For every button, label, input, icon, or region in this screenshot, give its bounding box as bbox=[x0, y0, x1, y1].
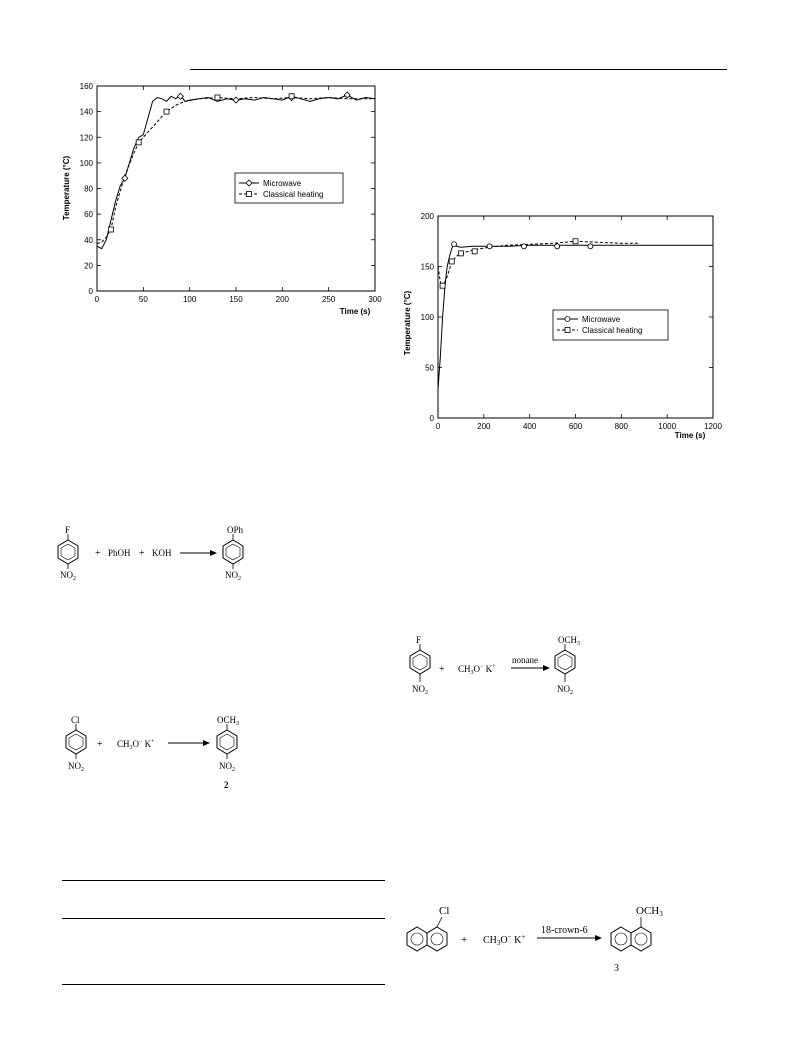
legend-label-microwave: Microwave bbox=[263, 179, 302, 188]
data-point bbox=[487, 244, 492, 249]
legend bbox=[235, 173, 343, 203]
y-axis-label: Temperature (°C) bbox=[403, 290, 412, 356]
reactant-ring bbox=[410, 644, 430, 682]
x-tick-label: 100 bbox=[182, 295, 197, 304]
reactant-ring bbox=[66, 724, 86, 759]
x-tick-label: 400 bbox=[522, 422, 537, 431]
arrow-label: nonane bbox=[512, 655, 538, 665]
y-tick-label: 20 bbox=[84, 261, 93, 271]
table-bottom-rule bbox=[62, 984, 385, 985]
series-line-microwave bbox=[97, 95, 375, 249]
plus-sign: + bbox=[139, 548, 145, 559]
data-point bbox=[164, 109, 169, 114]
data-point bbox=[521, 244, 526, 249]
plus-sign: + bbox=[439, 664, 445, 675]
header-rule bbox=[190, 69, 727, 70]
data-point bbox=[136, 140, 141, 145]
substituent-no2: $NO_2$ bbox=[219, 761, 235, 773]
product-ring bbox=[217, 724, 237, 759]
x-tick-label: 200 bbox=[275, 295, 290, 304]
reactant-ring bbox=[58, 534, 78, 569]
reagent-koh: KOH bbox=[152, 548, 172, 558]
substituent-no2: $NO_2$ bbox=[557, 684, 573, 696]
y-tick-label: 160 bbox=[79, 82, 93, 91]
y-axis-label: Temperature (°C) bbox=[62, 155, 71, 221]
reagent-ch3ok: $CH_3O^-$ K+ bbox=[458, 664, 496, 676]
reaction-scheme-2 bbox=[55, 710, 305, 810]
substituent-cl: Cl bbox=[71, 715, 80, 725]
x-tick-label: 300 bbox=[368, 295, 382, 304]
data-point bbox=[452, 242, 457, 247]
data-point bbox=[344, 92, 350, 98]
x-tick-label: 150 bbox=[229, 295, 243, 304]
substituent-no2: $NO_2$ bbox=[412, 684, 428, 696]
reaction-arrow bbox=[168, 740, 210, 746]
y-tick-label: 50 bbox=[425, 363, 434, 373]
chart-temperature-300s bbox=[55, 78, 390, 323]
product-naphthalene bbox=[611, 917, 651, 951]
series-line-classical-heating bbox=[97, 98, 375, 244]
x-tick-label: 50 bbox=[138, 295, 148, 304]
x-tick-label: 200 bbox=[477, 422, 491, 431]
substituent-och3: $OCH_3$ bbox=[217, 715, 240, 727]
substituent-no2: $NO_2$ bbox=[60, 570, 76, 582]
data-point bbox=[215, 95, 220, 100]
substituent-cl: Cl bbox=[439, 905, 450, 917]
y-tick-label: 60 bbox=[84, 210, 93, 220]
x-tick-label: 250 bbox=[321, 295, 336, 304]
x-axis-label: Time (s) bbox=[339, 307, 371, 316]
y-tick-label: 100 bbox=[79, 158, 93, 168]
y-tick-label: 120 bbox=[79, 133, 93, 143]
reactant-naphthalene bbox=[407, 917, 447, 951]
substituent-oph: OPh bbox=[227, 525, 244, 535]
substituent-f: F bbox=[65, 525, 71, 535]
plus-sign: + bbox=[461, 934, 468, 946]
reagent-ch3ok: $CH_3O^-$ K+ bbox=[483, 933, 526, 947]
data-point bbox=[122, 175, 128, 181]
data-point bbox=[573, 239, 578, 244]
data-point bbox=[472, 249, 477, 254]
data-point bbox=[233, 97, 239, 103]
x-tick-label: 600 bbox=[568, 422, 583, 431]
y-tick-label: 200 bbox=[420, 212, 434, 221]
y-tick-label: 0 bbox=[88, 287, 93, 296]
reaction-arrow bbox=[180, 550, 217, 556]
plus-sign: + bbox=[97, 739, 103, 750]
chart-temperature-1200s bbox=[400, 208, 730, 448]
legend-label-classical: Classical heating bbox=[582, 326, 643, 335]
data-point bbox=[588, 244, 593, 249]
reaction-scheme-1 bbox=[55, 525, 305, 597]
substituent-no2: $NO_2$ bbox=[68, 761, 84, 773]
substituent-och3: $OCH_3$ bbox=[558, 635, 581, 647]
x-axis-label: Time (s) bbox=[674, 431, 706, 440]
substituent-och3: OCH3 bbox=[636, 905, 663, 918]
y-tick-label: 140 bbox=[79, 107, 93, 117]
data-point bbox=[289, 94, 294, 99]
x-tick-label: 800 bbox=[614, 422, 629, 431]
data-point bbox=[555, 244, 560, 249]
series-line-classical-heating bbox=[438, 241, 640, 286]
product-ring bbox=[223, 534, 243, 569]
data-point bbox=[440, 283, 445, 288]
y-tick-label: 80 bbox=[84, 184, 93, 194]
y-tick-label: 40 bbox=[84, 235, 93, 245]
table-header-rule bbox=[62, 918, 385, 919]
reagent-phoh: PhOH bbox=[108, 548, 131, 558]
substituent-f: F bbox=[416, 635, 422, 645]
table-top-rule bbox=[62, 880, 385, 881]
x-tick-label: 0 bbox=[94, 295, 100, 304]
y-tick-label: 0 bbox=[429, 414, 434, 423]
y-tick-label: 100 bbox=[420, 313, 434, 322]
legend-label-classical: Classical heating bbox=[263, 190, 324, 199]
reaction-scheme-3 bbox=[395, 630, 645, 710]
substituent-no2: $NO_2$ bbox=[225, 570, 241, 582]
x-tick-label: 0 bbox=[435, 422, 441, 431]
reagent-ch3ok: $CH_3O^-$ K+ bbox=[117, 739, 155, 751]
plus-sign: + bbox=[95, 548, 101, 559]
arrow-label: 18-crown-6 bbox=[541, 925, 588, 936]
x-tick-label: 1200 bbox=[704, 422, 722, 431]
x-tick-label: 1000 bbox=[658, 422, 677, 431]
compound-number: 2 bbox=[224, 780, 229, 790]
y-tick-label: 150 bbox=[420, 262, 434, 272]
data-point bbox=[108, 227, 113, 232]
legend-label-microwave: Microwave bbox=[582, 315, 621, 324]
data-point bbox=[449, 259, 454, 264]
reaction-scheme-4 bbox=[395, 895, 685, 985]
legend bbox=[553, 310, 668, 340]
product-ring bbox=[555, 644, 575, 682]
compound-number: 3 bbox=[614, 963, 619, 974]
data-point bbox=[458, 251, 463, 256]
reaction-arrow bbox=[511, 665, 550, 671]
